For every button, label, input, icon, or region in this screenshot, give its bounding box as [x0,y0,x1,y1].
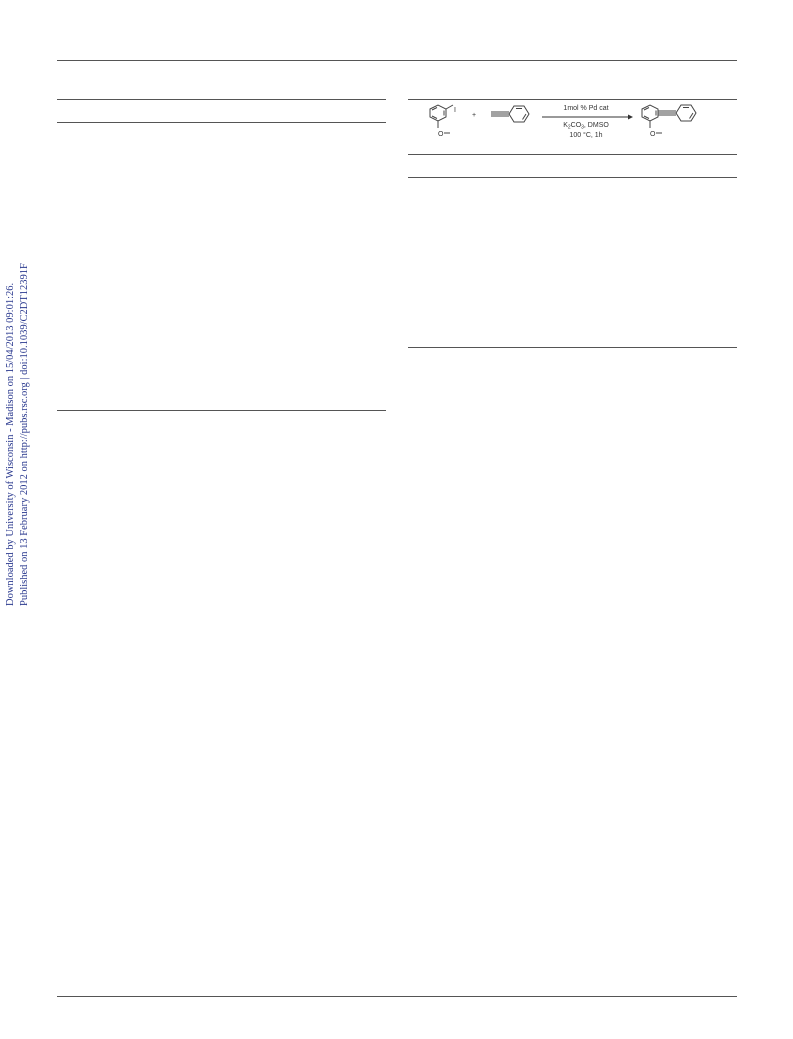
product-methoxy-label: O [650,131,656,138]
header-rule [57,60,737,61]
condition-temperature: 100 °C, 1h [569,132,603,139]
reaction-scheme-drawing [420,100,725,150]
reaction-scheme [420,100,725,150]
download-note-line2: Published on 13 February 2012 on http://pubs.rsc.org | doi:10.1039/C2DT12391F [19,263,30,606]
left-table-bottom-rule [57,410,386,411]
condition-catalyst: 1mol % Pd cat [563,105,609,112]
right-table-header-rule [408,177,737,178]
plus-sign: + [472,112,477,119]
right-table-bottom-rule [408,347,737,348]
arrow-head [628,115,633,120]
right-table-scheme-rule [408,154,737,155]
condition-base-solvent: $K_2CO_3$, DMSO [563,122,609,131]
reactant-methoxy-label: O [438,131,444,138]
download-note-line1: Downloaded by University of Wisconsin - Madison on 15/04/2013 09:01:26. [5,282,16,606]
left-table-top-rule [57,99,386,100]
product-structure [642,105,696,133]
download-note [4,0,44,612]
reactant-iodo-label: I [454,107,456,114]
reactant-ring [430,105,453,133]
alkyne-reactant [491,106,529,122]
left-table-header-rule [57,122,386,123]
footer-rule [57,996,737,997]
